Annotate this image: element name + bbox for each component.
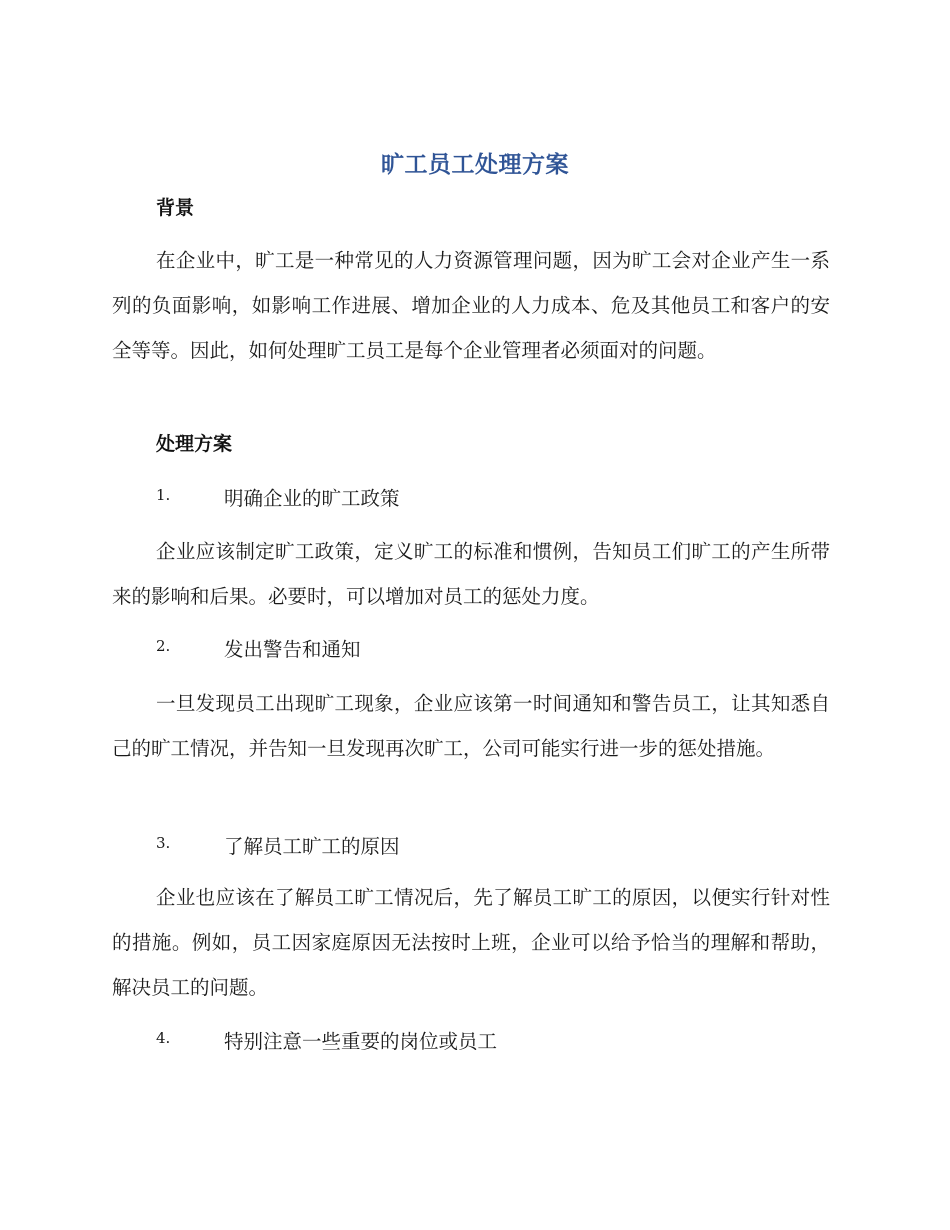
list-item-title: 特别注意一些重要的岗位或员工 [224, 1030, 498, 1053]
background-paragraph: 在企业中，旷工是一种常见的人力资源管理问题，因为旷工会对企业产生一系列的负面影响，如影响工作进展、增加企业的人力成本、危及其他员工和客户的安全等等。因此，如何处理旷工员工是每个企业管理者必须面对的问题。 [112, 249, 830, 362]
list-item-number: 1. [156, 486, 171, 504]
list-item-title: 明确企业的旷工政策 [224, 487, 400, 510]
list-item [0, 634, 950, 664]
document-title: 旷工员工处理方案 [381, 152, 569, 178]
list-item [0, 831, 950, 861]
list-item-paragraph: 一旦发现员工出现旷工现象，企业应该第一时间通知和警告员工，让其知悉自己的旷工情况，并告知一旦发现再次旷工，公司可能实行进一步的惩处措施。 [112, 692, 830, 760]
list-item-title: 了解员工旷工的原因 [224, 835, 400, 858]
section-heading-plan: 处理方案 [156, 433, 233, 455]
list-item-paragraph: 企业也应该在了解员工旷工情况后，先了解员工旷工的原因，以便实行针对性的措施。例如，员工因家庭原因无法按时上班，企业可以给予恰当的理解和帮助，解决员工的问题。 [112, 886, 830, 999]
list-item [0, 483, 950, 513]
list-item-number: 4. [156, 1029, 171, 1047]
list-item-number: 2. [156, 637, 171, 655]
list-item-number: 3. [156, 834, 171, 852]
list-item [0, 1026, 950, 1056]
section-heading-background: 背景 [156, 197, 195, 219]
list-item-title: 发出警告和通知 [224, 638, 361, 661]
list-item-paragraph: 企业应该制定旷工政策，定义旷工的标准和惯例，告知员工们旷工的产生所带来的影响和后果。必要时，可以增加对员工的惩处力度。 [112, 540, 830, 608]
